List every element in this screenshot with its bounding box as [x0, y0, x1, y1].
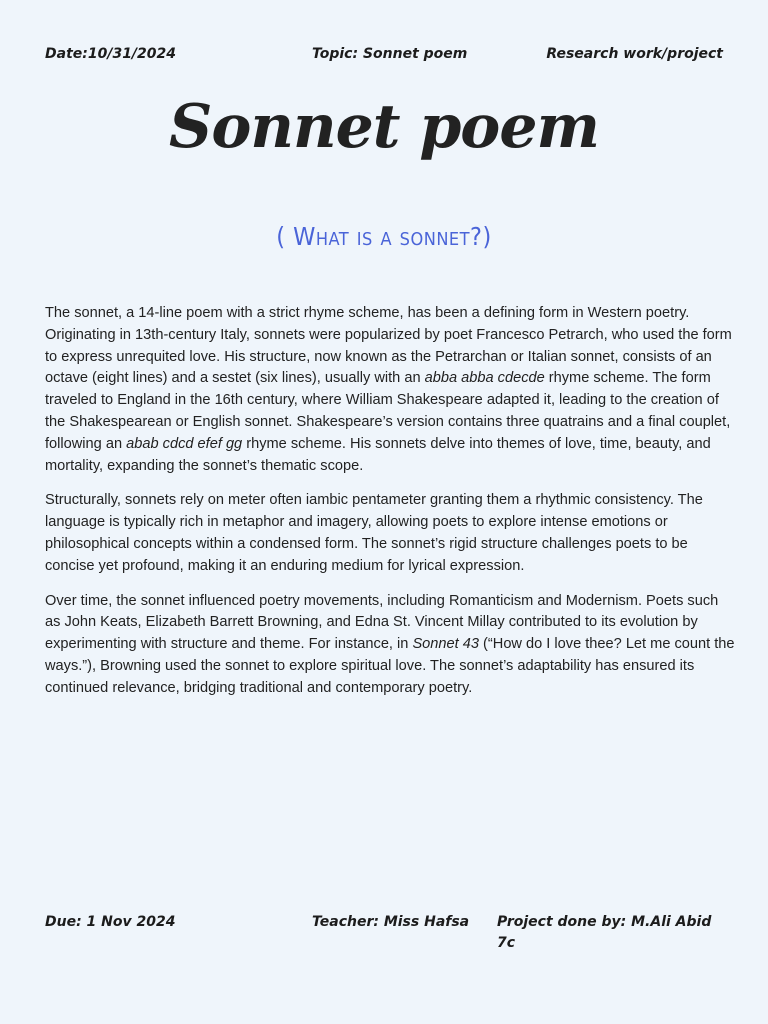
- body-text: [45, 303, 735, 713]
- page-subtitle: ( What is a sonnet?): [276, 222, 492, 251]
- text-run: The sonnet, a 14-line poem with a strict rhyme scheme, has been a defining form in Western poetry. Originating in 13th-century Italy, sonnets were popularized by poet Francesco Petrarch, who used the form to express unrequited love. His structure, now known as the Petrarchan or Italian sonnet, consists of an octave (eight lines) and a sestet (six lines), usually with an: [45, 305, 732, 387]
- text-run: rhyme scheme. His sonnets delve into themes of love, time, beauty, and mortality, expanding the sonnet’s thematic scope.: [45, 435, 711, 474]
- date-label: Date:10/31/2024: [45, 46, 177, 62]
- text-run: Over time, the sonnet influenced poetry movements, including Romanticism and Modernism. Poets such as John Keats, Elizabeth Barrett Browning, and Edna St. Vincent Millay contributed to its evolution by experimenting with structure and theme. For instance, in: [45, 592, 719, 653]
- author-class: 7c: [497, 935, 516, 951]
- paragraph: [45, 591, 735, 700]
- italic-run: abab cdcd efef gg: [126, 435, 243, 452]
- text-run: rhyme scheme. The form traveled to England in the 16th century, where William Shakespeare adapted it, leading to the creation of the Shakespearean or English sonnet. Shakespeare’s version contains three quatrains and a final couplet, following an: [45, 370, 731, 452]
- paragraph: [45, 303, 735, 477]
- page-title: Sonnet poem: [168, 92, 599, 162]
- teacher-label: Teacher: Miss Hafsa: [312, 914, 470, 930]
- italic-run: Sonnet 43: [412, 636, 479, 653]
- text-run: Structurally, sonnets rely on meter often iambic pentameter granting them a rhythmic consistency. The language is typically rich in metaphor and imagery, allowing poets to explore intense emotions or philosophical concepts within a condensed form. The sonnet’s rigid structure challenges poets to be concise yet profound, making it an enduring medium for lyrical expression.: [45, 492, 703, 574]
- project-author-label: [497, 912, 727, 954]
- research-label: Research work/project: [546, 46, 723, 62]
- due-date-label: Due: 1 Nov 2024: [45, 914, 176, 930]
- topic-label: Topic: Sonnet poem: [312, 46, 468, 62]
- italic-run: abba abba cdecde: [424, 370, 545, 387]
- text-run: (“How do I love thee? Let me count the ways.”), Browning used the sonnet to explore spiritual love. The sonnet’s adaptability has ensured its continued relevance, bridging traditional and contemporary poetry.: [45, 636, 735, 696]
- author-name: Project done by: M.Ali Abid: [497, 914, 712, 930]
- paragraph: [45, 490, 735, 577]
